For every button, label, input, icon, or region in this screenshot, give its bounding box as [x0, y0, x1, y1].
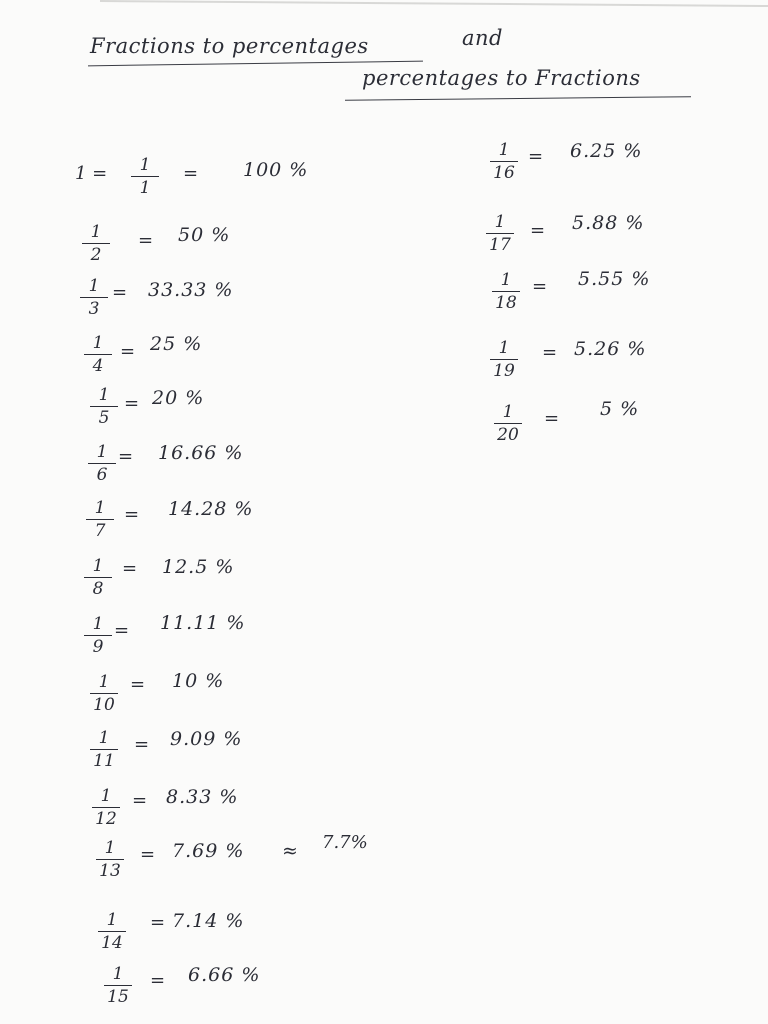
fraction-bar	[490, 161, 518, 162]
equation-row	[80, 276, 330, 320]
fraction-bar	[98, 931, 126, 932]
denominator: 7	[94, 521, 106, 542]
equation-row	[104, 964, 354, 1008]
equation-row	[82, 222, 332, 266]
numerator: 1	[498, 338, 510, 358]
percentage-value: 6.25 %	[570, 140, 643, 162]
denominator: 18	[495, 293, 517, 314]
fraction-bar	[90, 406, 118, 407]
fraction-bar	[86, 519, 114, 520]
fraction-bar	[492, 291, 520, 292]
equation-row	[90, 728, 340, 772]
fraction	[486, 212, 514, 255]
percentage-value: 5.55 %	[578, 268, 651, 290]
numerator: 1	[502, 402, 514, 422]
percentage-value: 6.66 %	[188, 964, 261, 986]
equation-row	[88, 442, 338, 486]
percentage-value: 7.69 %	[172, 840, 245, 862]
equation-row	[90, 385, 340, 429]
fraction-bar	[96, 859, 124, 860]
numerator: 1	[494, 212, 506, 232]
numerator: 1	[94, 498, 106, 518]
numerator: 1	[112, 964, 124, 984]
equation-row	[494, 398, 714, 446]
percentage-value: 12.5 %	[162, 556, 235, 578]
fraction	[494, 402, 522, 445]
equation-row	[490, 338, 710, 382]
title-and: and	[462, 26, 503, 50]
fraction-bar	[131, 176, 159, 177]
equation-row	[90, 672, 340, 716]
denominator: 5	[98, 408, 110, 429]
percentage-value: 7.14 %	[172, 910, 245, 932]
percentage-value: 20 %	[152, 387, 205, 409]
fraction	[96, 838, 124, 881]
equals-sign: =	[124, 504, 140, 525]
fraction-bar	[90, 749, 118, 750]
equals-sign: =	[132, 790, 148, 811]
fraction-bar	[490, 359, 518, 360]
percentage-value: 9.09 %	[170, 728, 243, 750]
fraction	[90, 385, 118, 428]
fraction	[84, 333, 112, 376]
equation-row	[75, 155, 375, 199]
fraction-bar	[88, 463, 116, 464]
equals-sign: =	[544, 408, 560, 429]
equals-sign: =	[140, 844, 156, 865]
denominator: 3	[88, 299, 100, 320]
denominator: 13	[99, 861, 121, 882]
fraction-bar	[92, 807, 120, 808]
numerator: 1	[98, 385, 110, 405]
equation-row	[84, 614, 334, 658]
equation-row	[96, 832, 416, 882]
fraction	[90, 672, 118, 715]
denominator: 15	[107, 987, 129, 1008]
denominator: 16	[493, 163, 515, 184]
percentage-value: 11.11 %	[160, 612, 246, 634]
fraction	[80, 276, 108, 319]
numerator: 1	[90, 222, 102, 242]
denominator: 19	[493, 361, 515, 382]
equals-sign: =	[530, 220, 546, 241]
fraction-bar	[90, 693, 118, 694]
equation-row	[490, 140, 710, 184]
denominator: 6	[96, 465, 108, 486]
numerator: 1	[106, 910, 118, 930]
fraction	[82, 222, 110, 265]
fraction	[98, 910, 126, 953]
denominator: 12	[95, 809, 117, 830]
numerator: 1	[92, 556, 104, 576]
fraction	[86, 498, 114, 541]
percentage-value: 10 %	[172, 670, 225, 692]
numerator: 1	[92, 614, 104, 634]
fraction-bar	[82, 243, 110, 244]
equals-sign: =	[183, 163, 199, 184]
equals-sign: =	[130, 674, 146, 695]
equation-row	[86, 498, 336, 542]
denominator: 11	[93, 751, 115, 772]
fraction-bar	[84, 577, 112, 578]
equals-sign: =	[134, 734, 150, 755]
percentage-value: 5 %	[600, 398, 640, 420]
numerator: 1	[98, 672, 110, 692]
fraction	[88, 442, 116, 485]
denominator: 4	[92, 356, 104, 377]
fraction	[104, 964, 132, 1007]
fraction-bar	[84, 354, 112, 355]
title-line-2: percentages to Fractions	[362, 66, 641, 90]
numerator: 1	[96, 442, 108, 462]
numerator: 1	[88, 276, 100, 296]
fraction	[131, 155, 159, 198]
equals-sign: =	[532, 276, 548, 297]
equals-sign: =	[138, 230, 154, 251]
fraction-bar	[104, 985, 132, 986]
numerator: 1	[498, 140, 510, 160]
denominator: 17	[489, 235, 511, 256]
percentage-value: 33.33 %	[148, 279, 234, 301]
equation-row	[486, 212, 706, 256]
equals-sign: =	[150, 970, 166, 991]
denominator: 10	[93, 695, 115, 716]
denominator: 8	[92, 579, 104, 600]
numerator: 1	[100, 786, 112, 806]
title-line-1: Fractions to percentages	[90, 34, 369, 58]
equation-row	[92, 786, 342, 830]
percentage-value: 8.33 %	[166, 786, 239, 808]
denominator: 9	[92, 637, 104, 658]
fraction	[84, 614, 112, 657]
equals-sign: =	[122, 558, 138, 579]
approx-value: 7.7%	[322, 832, 368, 853]
percentage-value: 5.88 %	[572, 212, 645, 234]
equation-row	[84, 556, 334, 600]
denominator: 1	[139, 178, 151, 199]
numerator: 1	[104, 838, 116, 858]
row-prefix: 1 =	[75, 163, 108, 184]
equals-sign: =	[150, 912, 166, 933]
fraction	[490, 140, 518, 183]
fraction	[84, 556, 112, 599]
numerator: 1	[139, 155, 151, 175]
denominator: 2	[90, 245, 102, 266]
fraction	[490, 338, 518, 381]
numerator: 1	[98, 728, 110, 748]
equals-sign: =	[118, 446, 134, 467]
equation-row	[98, 910, 348, 954]
percentage-value: 100 %	[243, 159, 309, 181]
fraction	[92, 786, 120, 829]
fraction-bar	[80, 297, 108, 298]
equation-row	[492, 270, 712, 314]
fraction-bar	[494, 423, 522, 424]
percentage-value: 5.26 %	[574, 338, 647, 360]
equals-sign: =	[124, 393, 140, 414]
numerator: 1	[92, 333, 104, 353]
fraction-bar	[84, 635, 112, 636]
fraction	[90, 728, 118, 771]
percentage-value: 16.66 %	[158, 442, 244, 464]
equation-row	[84, 333, 334, 377]
numerator: 1	[500, 270, 512, 290]
fraction	[492, 270, 520, 313]
percentage-value: 25 %	[150, 333, 203, 355]
percentage-value: 50 %	[178, 224, 231, 246]
denominator: 14	[101, 933, 123, 954]
percentage-value: 14.28 %	[168, 498, 254, 520]
equals-sign: =	[120, 341, 136, 362]
denominator: 20	[497, 425, 519, 446]
fraction-bar	[486, 233, 514, 234]
equals-sign: =	[542, 342, 558, 363]
equals-sign: =	[528, 146, 544, 167]
equals-sign: =	[114, 620, 130, 641]
approx-sign: ≈	[282, 840, 298, 862]
equals-sign: =	[112, 282, 128, 303]
